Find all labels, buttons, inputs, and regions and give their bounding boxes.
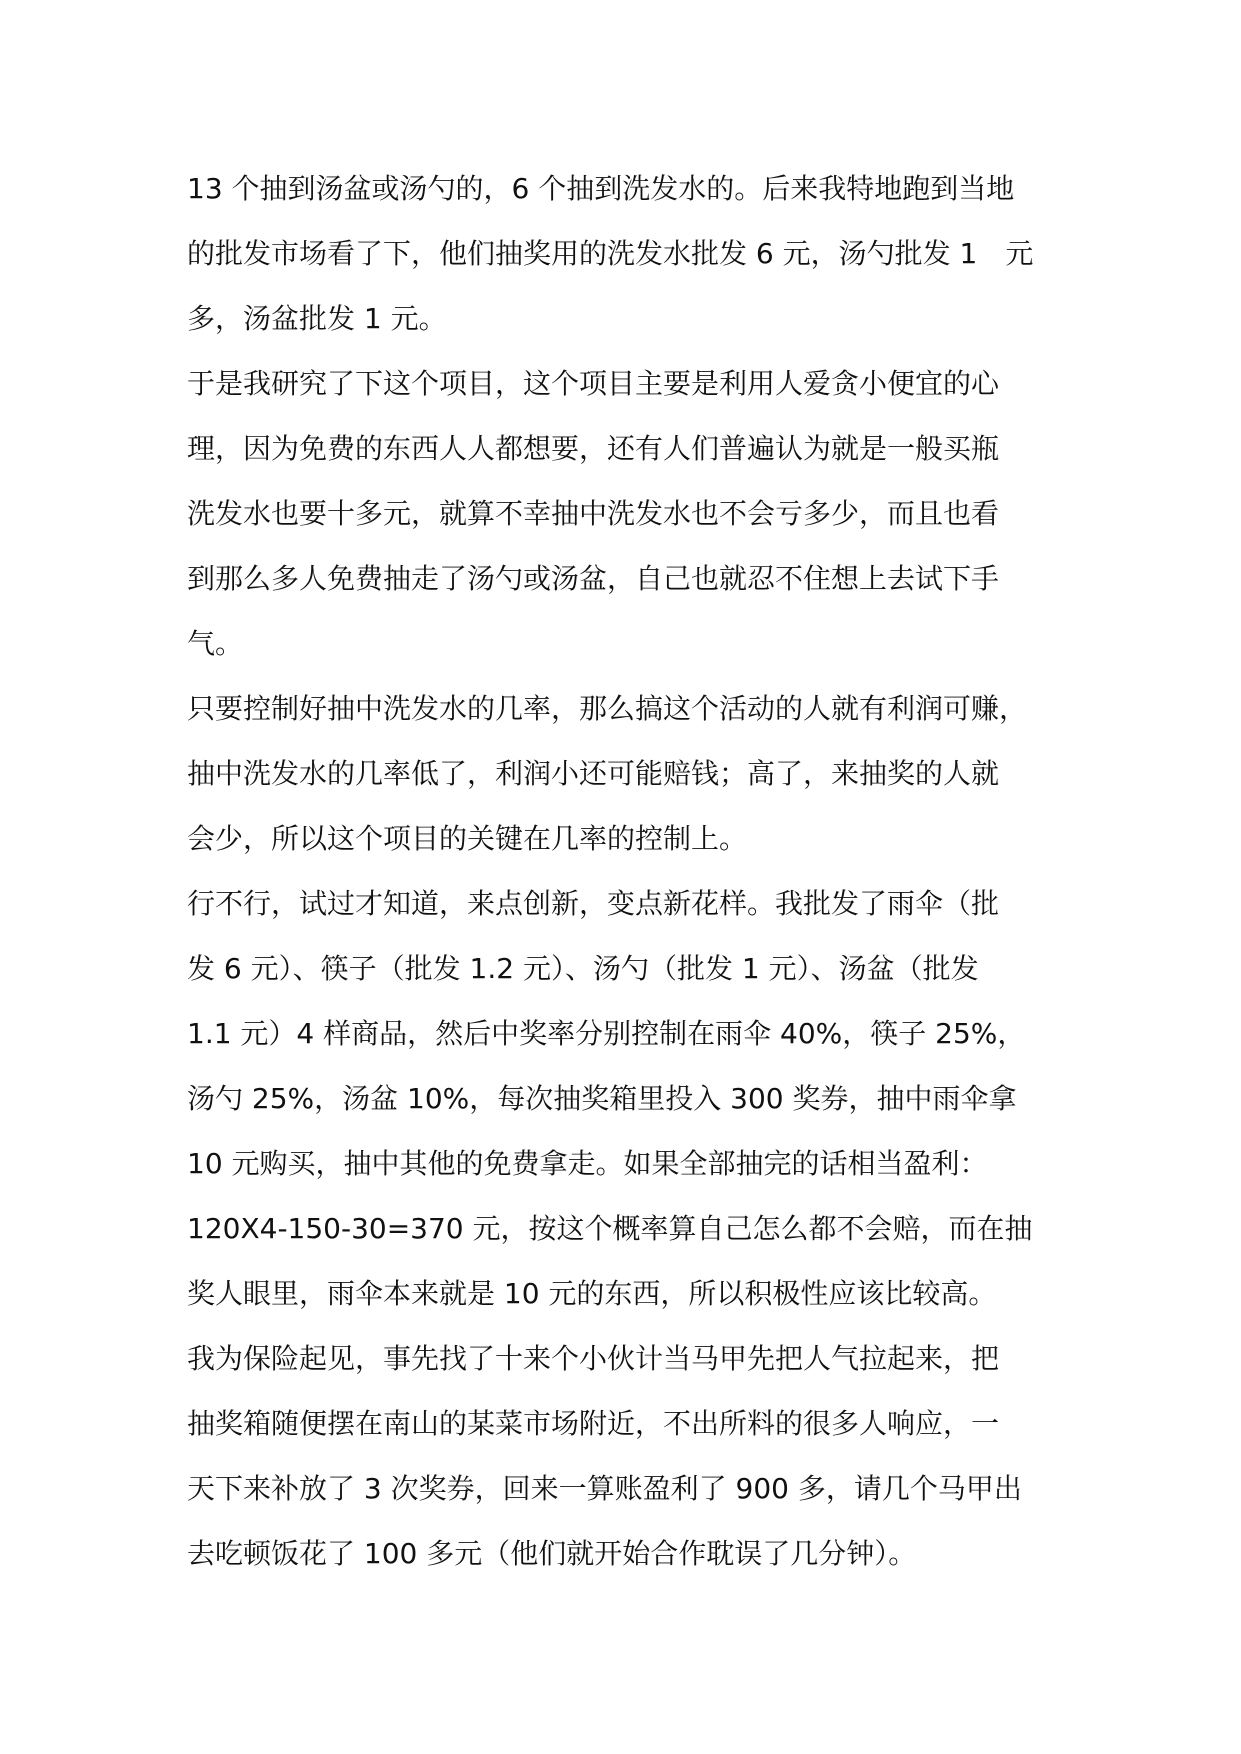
text-line: 行不行，试过才知道，来点创新，变点新花样。我批发了雨伞（批 [187, 887, 1000, 920]
text-line: 13 个抽到汤盆或汤勺的，6 个抽到洗发水的。后来我特地跑到当地 [187, 172, 1015, 205]
text-line: 发 6 元）、筷子（批发 1.2 元）、汤勺（批发 1 元）、汤盆（批发 [187, 952, 979, 985]
text-line: 天下来补放了 3 次奖券，回来一算账盈利了 900 多，请几个马甲出 [187, 1472, 1022, 1505]
text-line: 多，汤盆批发 1 元。 [187, 302, 447, 335]
text-line: 理，因为免费的东西人人都想要，还有人们普遍认为就是一般买瓶 [187, 432, 1000, 465]
text-line: 的批发市场看了下，他们抽奖用的洗发水批发 6 元，汤勺批发 1 元 [187, 237, 1034, 270]
text-line: 会少，所以这个项目的关键在几率的控制上。 [187, 822, 748, 855]
document-body [187, 156, 1067, 1586]
text-line: 我为保险起见，事先找了十来个小伙计当马甲先把人气拉起来，把 [187, 1342, 1000, 1375]
text-line: 抽奖箱随便摆在南山的某菜市场附近，不出所料的很多人响应，一 [187, 1407, 1000, 1440]
text-line: 去吃顿饭花了 100 多元（他们就开始合作耽误了几分钟）。 [187, 1537, 917, 1570]
text-line: 气。 [187, 627, 244, 660]
text-line: 120X4-150-30=370 元，按这个概率算自己怎么都不会赔，而在抽 [187, 1212, 1033, 1245]
text-line: 10 元购买，抽中其他的免费拿走。如果全部抽完的话相当盈利： [187, 1147, 988, 1180]
text-line: 洗发水也要十多元，就算不幸抽中洗发水也不会亏多少，而且也看 [187, 497, 1000, 530]
text-line: 于是我研究了下这个项目，这个项目主要是利用人爱贪小便宜的心 [187, 367, 1000, 400]
text-line: 只要控制好抽中洗发水的几率，那么搞这个活动的人就有利润可赚， [187, 692, 1028, 725]
text-line: 汤勺 25%，汤盆 10%，每次抽奖箱里投入 300 奖券，抽中雨伞拿 [187, 1082, 1017, 1115]
text-line: 到那么多人免费抽走了汤勺或汤盆，自己也就忍不住想上去试下手 [187, 562, 1000, 595]
text-line: 奖人眼里，雨伞本来就是 10 元的东西，所以积极性应该比较高。 [187, 1277, 997, 1310]
text-line: 抽中洗发水的几率低了，利润小还可能赔钱；高了，来抽奖的人就 [187, 757, 1000, 790]
text-line: 1.1 元）4 样商品，然后中奖率分别控制在雨伞 40%，筷子 25%， [187, 1017, 1026, 1050]
